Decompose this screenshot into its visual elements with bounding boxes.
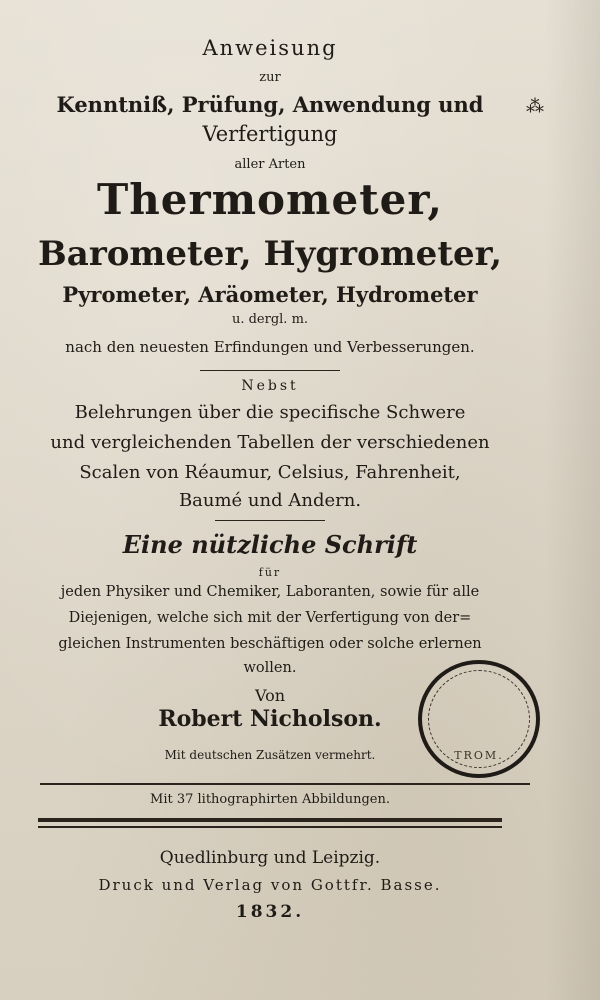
ink-mark-icon: ⁂ [526, 96, 544, 117]
imprint-place: Quedlinburg und Leipzig. [159, 848, 381, 868]
audience-line-2: Diejenigen, welche sich mit der Verfertigung von der= [68, 610, 472, 626]
heading-dergl: u. dergl. m. [231, 312, 309, 327]
label-nebst: Nebst [241, 378, 299, 394]
audience-line-3: gleichen Instrumenten beschäftigen oder solche erlernen [58, 636, 482, 652]
page-spine-shadow [545, 0, 600, 1000]
illustrations-note: Mit 37 lithographirten Abbildungen. [150, 792, 390, 807]
heading-anweisung: Anweisung [202, 36, 338, 60]
label-von: Von [254, 686, 286, 705]
divider-rule [215, 520, 325, 521]
divider-rule [40, 783, 530, 785]
divider-rule-thick [38, 818, 502, 822]
divider-rule-thin [38, 826, 502, 828]
description-line-3: Scalen von Réaumur, Celsius, Fahrenheit, [79, 462, 461, 483]
additions-note: Mit deutschen Zusätzen vermehrt. [164, 748, 376, 762]
description-line-2: und vergleichenden Tabellen der verschiedenen [50, 432, 490, 453]
audience-line-1: jeden Physiker und Chemiker, Laboranten, sowie für alle [60, 584, 480, 600]
heading-thermometer: Thermometer, [96, 175, 444, 224]
heading-barometer-hygrometer: Barometer, Hygrometer, [38, 234, 502, 274]
subtitle: Eine nützliche Schrift [122, 530, 418, 559]
audience-line-4: wollen. [243, 660, 297, 676]
heading-pyrometer: Pyrometer, Aräometer, Hydrometer [62, 282, 478, 307]
heading-kenntniss: Kenntniß, Prüfung, Anwendung und [56, 92, 484, 117]
stamp-text: TROM. [454, 749, 504, 762]
heading-zur: zur [259, 70, 281, 85]
heading-verfertigung: Verfertigung [202, 122, 338, 146]
description-line-4: Baumé und Andern. [178, 490, 362, 511]
divider-rule [200, 370, 340, 371]
imprint-publisher: Druck und Verlag von Gottfr. Basse. [98, 876, 442, 894]
heading-erfindungen: nach den neuesten Erfindungen und Verbesserungen. [65, 338, 475, 356]
imprint-year: 1832. [235, 902, 305, 922]
label-fuer: für [258, 566, 282, 579]
author-name: Robert Nicholson. [158, 706, 382, 732]
heading-aller-arten: aller Arten [234, 157, 306, 172]
description-line-1: Belehrungen über die specifische Schwere [74, 402, 466, 423]
library-stamp [418, 660, 540, 778]
